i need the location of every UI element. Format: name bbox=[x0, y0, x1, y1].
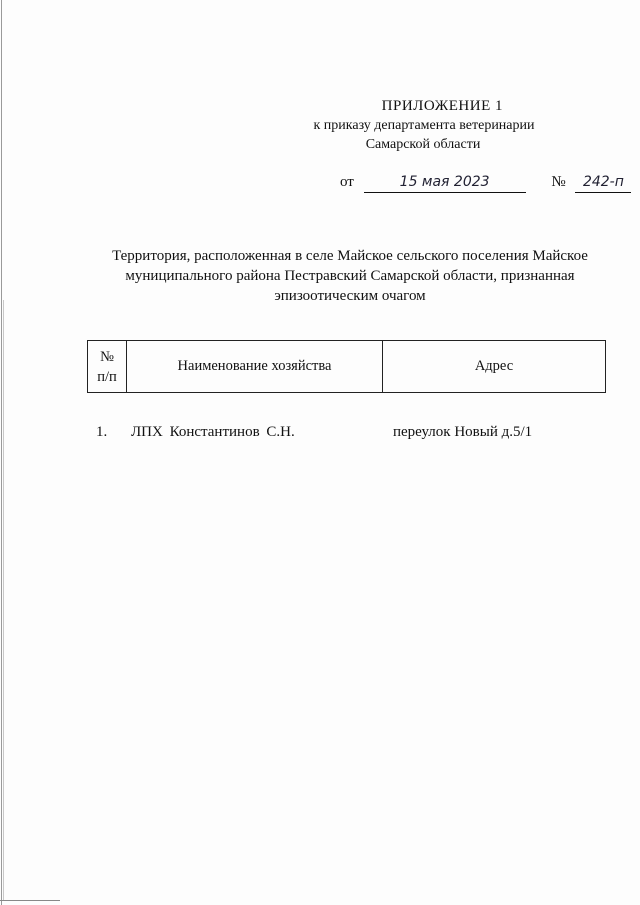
row-number: 1. bbox=[96, 424, 108, 440]
appendix-region: Самарской области bbox=[365, 137, 481, 152]
document-subject bbox=[90, 246, 610, 306]
order-date-number-line bbox=[340, 172, 631, 193]
column-header-address-label: Адрес bbox=[474, 358, 514, 374]
column-header-address bbox=[383, 341, 606, 393]
row-address: переулок Новый д.5/1 bbox=[393, 424, 533, 440]
order-number-label: № bbox=[551, 174, 566, 190]
table-header-row bbox=[88, 341, 606, 393]
handwritten-order-number: 242-п bbox=[575, 172, 631, 193]
appendix-title: ПРИЛОЖЕНИЕ 1 bbox=[381, 98, 503, 114]
column-header-farm-name bbox=[127, 341, 383, 393]
subject-line-2: муниципального района Пестравский Самарской области, признанная bbox=[125, 268, 575, 284]
farms-table bbox=[87, 340, 606, 393]
order-date-prefix: от bbox=[340, 174, 354, 190]
subject-line-1: Территория, расположенная в селе Майское сельского поселения Майское bbox=[112, 248, 588, 264]
scan-edge-line bbox=[1, 0, 2, 905]
appendix-header bbox=[248, 96, 548, 154]
handwritten-order-date: 15 мая 2023 bbox=[364, 172, 526, 193]
scan-edge-line-secondary bbox=[3, 300, 4, 900]
column-header-number-symbol: № bbox=[100, 348, 114, 365]
column-header-farm-name-label: Наименование хозяйства bbox=[177, 358, 332, 374]
appendix-order-reference: к приказу департамента ветеринарии bbox=[313, 118, 535, 133]
subject-line-3: эпизоотическим очагом bbox=[274, 288, 426, 304]
row-farm-name: ЛПХ Константинов С.Н. bbox=[131, 424, 295, 440]
scan-bottom-line bbox=[0, 900, 60, 901]
column-header-number-abbrev: п/п bbox=[97, 368, 117, 385]
column-header-number bbox=[88, 341, 127, 393]
